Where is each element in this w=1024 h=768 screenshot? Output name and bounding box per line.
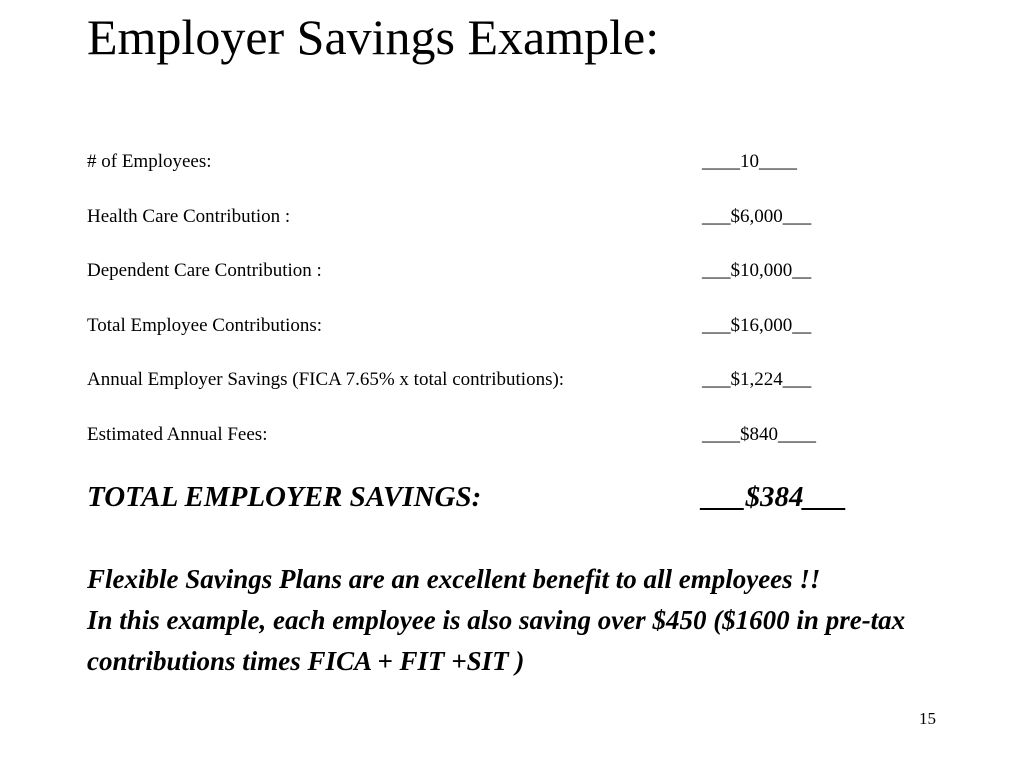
row-dependent-care xyxy=(87,256,907,311)
row-label: Estimated Annual Fees: xyxy=(87,423,268,445)
savings-rows xyxy=(87,147,907,475)
row-annual-employer-savings xyxy=(87,365,907,420)
total-label: TOTAL EMPLOYER SAVINGS: xyxy=(87,481,482,513)
row-total-contributions xyxy=(87,311,907,366)
row-employees xyxy=(87,147,907,202)
row-health-care xyxy=(87,202,907,257)
row-label: Health Care Contribution : xyxy=(87,205,291,227)
row-label: Annual Employer Savings (FICA 7.65% x total contributions): xyxy=(87,369,565,391)
row-value: ____10____ xyxy=(702,151,797,172)
total-employer-savings xyxy=(87,476,907,518)
row-label: Total Employee Contributions: xyxy=(87,314,323,336)
row-value: ____$840____ xyxy=(702,423,816,445)
row-value: ___$16,000__ xyxy=(702,314,812,336)
closing-line-benefit: Flexible Savings Plans are an excellent benefit to all employees !! xyxy=(87,564,821,594)
row-estimated-fees xyxy=(87,420,907,475)
row-label: Dependent Care Contribution : xyxy=(87,260,322,282)
closing-statement xyxy=(87,559,907,682)
row-label: # of Employees: xyxy=(87,151,212,172)
row-value: ___$6,000___ xyxy=(702,205,812,227)
slide-title: Employer Savings Example: xyxy=(87,9,660,65)
page-number: 15 xyxy=(919,709,936,728)
row-value: ___$10,000__ xyxy=(702,260,812,282)
closing-line-example: In this example, each employee is also saving over $450 ($1600 in pre-tax contributions times FICA + FIT +SIT ) xyxy=(87,605,906,676)
total-value: ___$384___ xyxy=(702,481,847,513)
row-value: ___$1,224___ xyxy=(702,369,812,391)
